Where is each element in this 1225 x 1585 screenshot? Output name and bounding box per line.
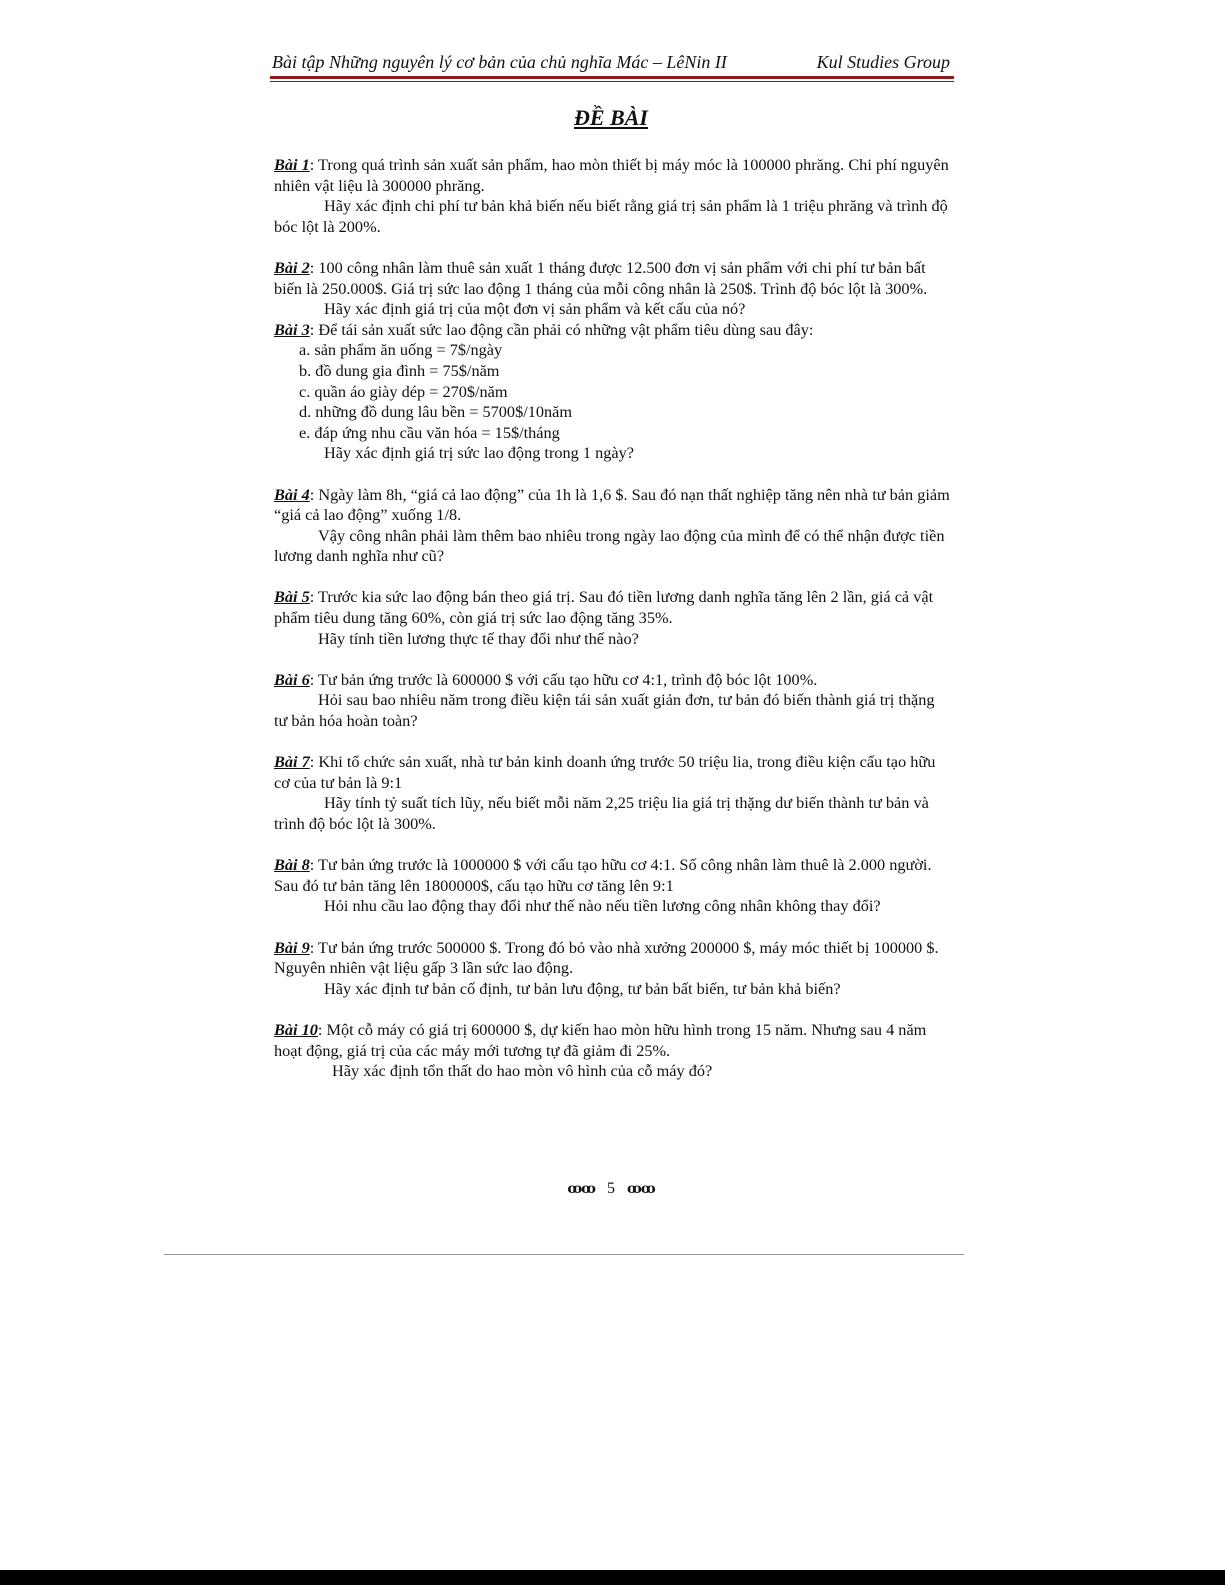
- problem-label: Bài 7: [274, 752, 310, 772]
- problem-5: [274, 587, 950, 649]
- problem-3: [274, 320, 950, 464]
- page-footer: [272, 1180, 950, 1198]
- problem-9: [274, 938, 950, 1000]
- problem-question: Hãy xác định giá trị của một đơn vị sản phẩm và kết cấu của nó?: [324, 299, 746, 319]
- list-item: a. sản phẩm ăn uống = 7$/ngày: [299, 340, 503, 360]
- ornament-left-icon: ꝏꝏ: [567, 1182, 595, 1197]
- header-rule-thin: [270, 81, 954, 82]
- problem-label: Bài 9: [274, 937, 310, 957]
- problem-label: Bài 4: [274, 484, 310, 504]
- problem-label: Bài 1: [274, 155, 310, 174]
- problem-8: [274, 855, 950, 917]
- problem-text: : Tư bản ứng trước 500000 $. Trong đó bỏ vào nhà xưởng 200000 $, máy móc thiết bị 100000 $. Nguyên nhiên vật liệu gấp 3 lần sức lao động.: [274, 937, 939, 978]
- problem-text: : 100 công nhân làm thuê sản xuất 1 tháng được 12.500 đơn vị sản phẩm với chi phí tư bản bất biến là 250.000$. Giá trị sức lao động 1 tháng của mỗi công nhân là 250$. Trình độ bóc lột là 300%.: [274, 257, 928, 298]
- problem-question: Hỏi sau bao nhiêu năm trong điều kiện tái sản xuất giản đơn, tư bản đó biến thành giá trị thặng tư bản hóa hoàn toàn?: [274, 690, 935, 731]
- problem-label: Bài 8: [274, 855, 310, 875]
- problem-6: [274, 670, 950, 732]
- problem-question: Hãy xác định tư bản cố định, tư bản lưu động, tư bản bất biến, tư bản khả biến?: [324, 978, 841, 998]
- list-item: c. quần áo giày dép = 270$/năm: [299, 381, 508, 401]
- problem-2: [274, 258, 950, 320]
- problem-text: : Trước kia sức lao động bán theo giá trị. Sau đó tiền lương danh nghĩa tăng lên 2 lần, giá cả vật phẩm tiêu dung tăng 60%, còn giá trị sức lao động tăng 35%.: [274, 587, 934, 628]
- viewer-bottom-bar: [0, 1570, 1225, 1585]
- problem-1: [274, 155, 950, 237]
- list-item: e. đáp ứng nhu cầu văn hóa = 15$/tháng: [299, 422, 560, 442]
- problem-label: Bài 2: [274, 257, 310, 277]
- problem-question: Hãy tính tiền lương thực tế thay đổi như thế nào?: [318, 628, 639, 648]
- problem-7: [274, 752, 950, 834]
- header-rule-thick: [270, 76, 954, 79]
- problem-text: : Một cỗ máy có giá trị 600000 $, dự kiến hao mòn hữu hình trong 15 năm. Nhưng sau 4 năm hoạt động, giá trị của các máy mới tương tự đã giảm đi 25%.: [274, 1019, 927, 1060]
- problem-4: [274, 485, 950, 567]
- problem-question: Vậy công nhân phải làm thêm bao nhiêu trong ngày lao động của mình để có thể nhận được tiền lương danh nghĩa như cũ?: [274, 525, 945, 566]
- consumption-list: [274, 340, 950, 443]
- header-group-name: Kul Studies Group: [816, 52, 950, 72]
- problem-text: : Tư bản ứng trước là 1000000 $ với cấu tạo hữu cơ 4:1. Số công nhân làm thuê là 2.000 người. Sau đó tư bản tăng lên 1800000$, cấu tạo hữu cơ tăng lên 9:1: [274, 855, 932, 895]
- page-title: ĐỀ BÀI: [574, 105, 648, 130]
- list-item: b. đồ dung gia đình = 75$/năm: [299, 360, 500, 380]
- page-divider: [164, 1254, 964, 1255]
- list-item: d. những đồ dung lâu bền = 5700$/10năm: [299, 402, 573, 422]
- problem-question: Hãy xác định chi phí tư bản khả biến nếu biết rằng giá trị sản phẩm là 1 triệu phrăng và trình độ bóc lột là 200%.: [274, 196, 948, 236]
- problem-question: Hỏi nhu cầu lao động thay đổi như thế nào nếu tiền lương công nhân không thay đổi?: [324, 896, 881, 916]
- problem-text: : Để tái sản xuất sức lao động cần phải có những vật phẩm tiêu dùng sau đây:: [309, 319, 814, 339]
- problem-text: : Ngày làm 8h, “giá cả lao động” của 1h là 1,6 $. Sau đó nạn thất nghiệp tăng nên nhà tư bản giảm “giá cả lao động” xuống 1/8.: [274, 484, 950, 525]
- problem-10: [274, 1020, 950, 1082]
- problem-text: : Tư bản ứng trước là 600000 $ với cấu tạo hữu cơ 4:1, trình độ bóc lột 100%.: [309, 669, 818, 689]
- problem-text: : Khi tổ chức sản xuất, nhà tư bản kinh doanh ứng trước 50 triệu lia, trong điều kiện cấu tạo hữu cơ của tư bản là 9:1: [274, 752, 936, 792]
- page-number: 5: [607, 1180, 615, 1197]
- problem-question: Hãy tính tỷ suất tích lũy, nếu biết mỗi năm 2,25 triệu lia giá trị thặng dư biến thành tư bản và trình độ bóc lột là 300%.: [274, 793, 929, 833]
- problem-question: Hãy xác định giá trị sức lao động trong 1 ngày?: [324, 443, 634, 463]
- problem-question: Hãy xác định tổn thất do hao mòn vô hình của cỗ máy đó?: [332, 1061, 713, 1081]
- problem-label: Bài 3: [274, 319, 310, 339]
- problem-list: [274, 155, 950, 1082]
- problem-text: : Trong quá trình sản xuất sản phẩm, hao mòn thiết bị máy móc là 100000 phrăng. Chi phí nguyên nhiên vật liệu là 300000 phrăng.: [274, 155, 949, 195]
- problem-label: Bài 5: [274, 587, 310, 607]
- ornament-right-icon: ꝏꝏ: [627, 1182, 655, 1197]
- page-header: [272, 50, 950, 74]
- header-document-title: Bài tập Những nguyên lý cơ bản của chủ nghĩa Mác – LêNin II: [272, 52, 727, 72]
- problem-label: Bài 6: [274, 669, 310, 689]
- problem-label: Bài 10: [274, 1019, 318, 1039]
